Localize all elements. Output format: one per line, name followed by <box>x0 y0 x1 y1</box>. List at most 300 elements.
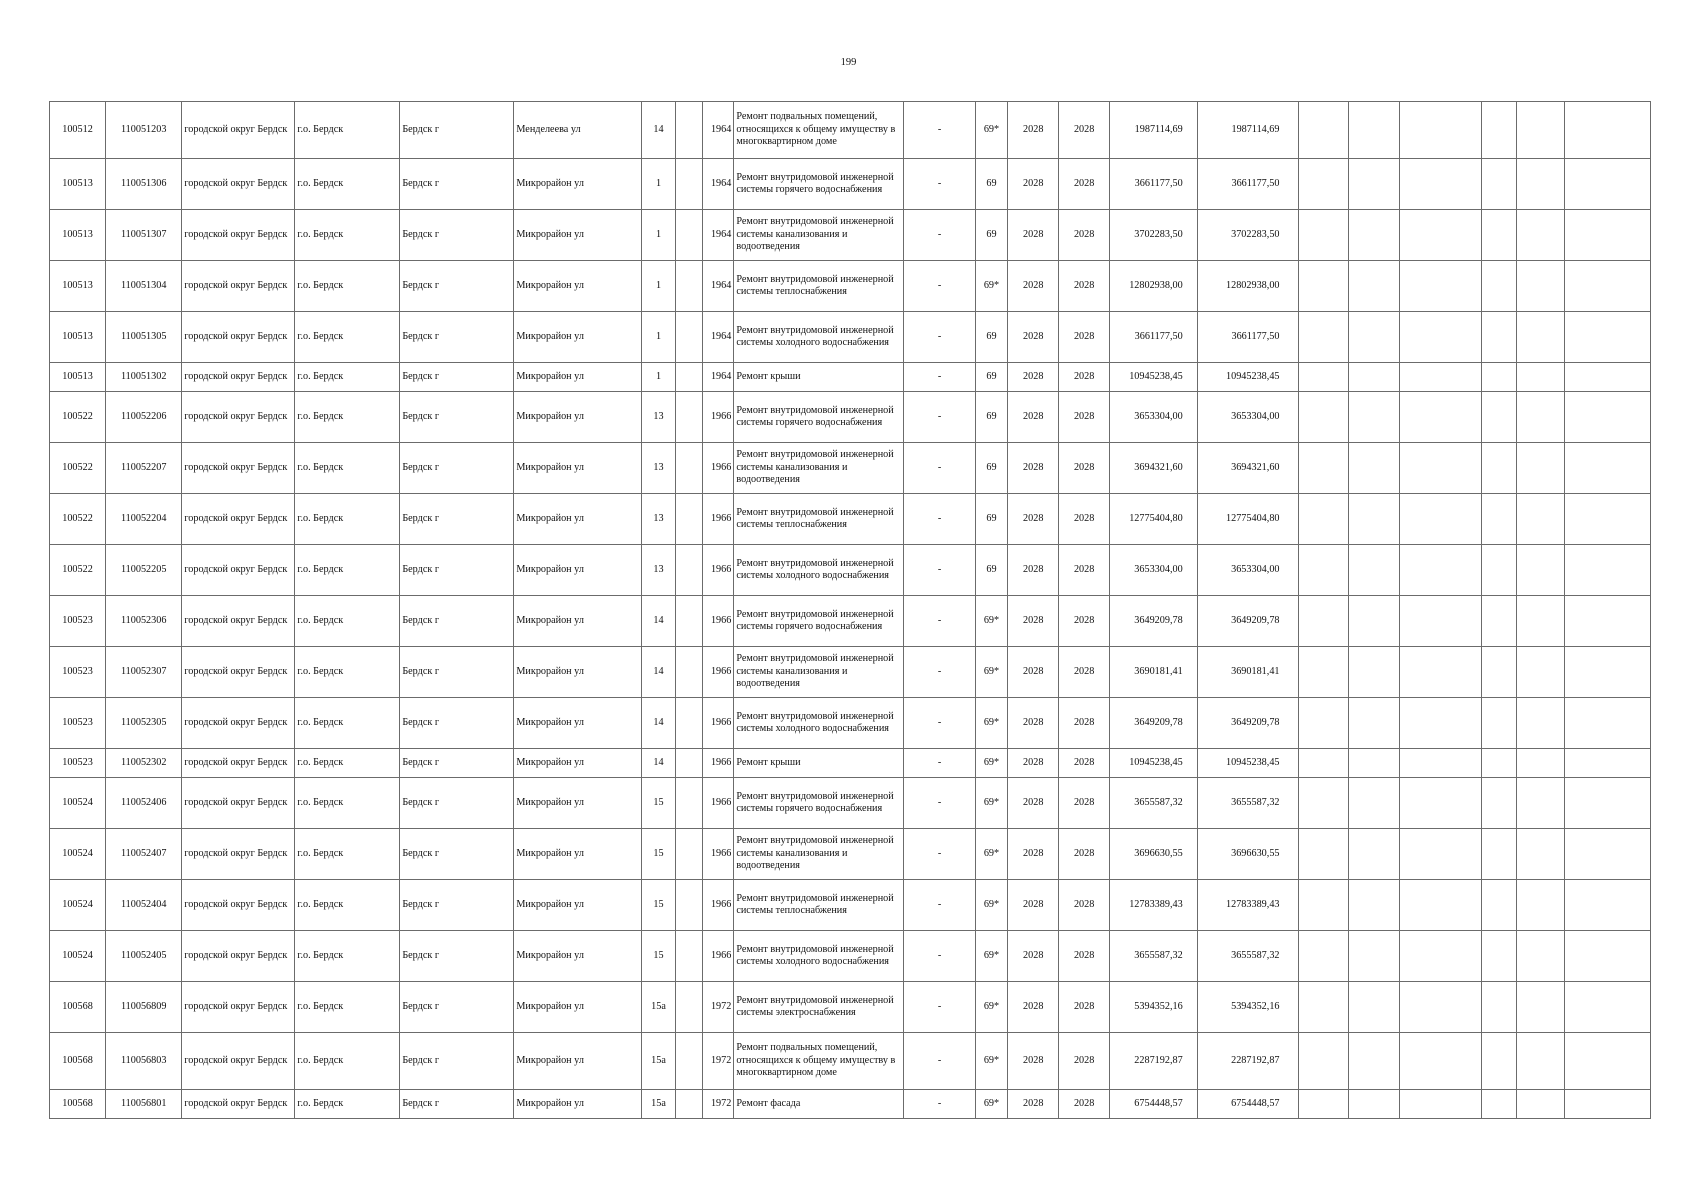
cell-cost: 3690181,41 <box>1110 647 1198 698</box>
cell-work: Ремонт внутридомовой инженерной системы канализования и водоотведения <box>734 647 904 698</box>
cell-plan-from: 2028 <box>1008 749 1059 778</box>
cell-empty <box>1400 1090 1481 1119</box>
cell-empty <box>1565 647 1651 698</box>
cell-total: 10945238,45 <box>1197 749 1298 778</box>
cell-status: 69 <box>975 545 1008 596</box>
cell-total: 3694321,60 <box>1197 443 1298 494</box>
table-row <box>50 443 1651 494</box>
cell-work: Ремонт внутридомовой инженерной системы горячего водоснабжения <box>734 778 904 829</box>
cell-empty <box>1517 210 1565 261</box>
cell-corpus <box>676 312 702 363</box>
cell-plan-from: 2028 <box>1008 698 1059 749</box>
cell-empty <box>1349 312 1400 363</box>
cell-city: Бердск г <box>400 596 514 647</box>
cell-empty <box>1298 1033 1349 1090</box>
cell-corpus <box>676 880 702 931</box>
cell-empty <box>1400 749 1481 778</box>
cell-city: Бердск г <box>400 698 514 749</box>
cell-street: Микрорайон ул <box>514 778 641 829</box>
cell-plan-from: 2028 <box>1008 647 1059 698</box>
cell-empty <box>1481 494 1517 545</box>
cell-empty <box>1349 210 1400 261</box>
cell-district: г.о. Бердск <box>295 261 400 312</box>
cell-house: 13 <box>641 494 676 545</box>
cell-mo: городской округ Бердск <box>182 880 295 931</box>
cell-plan-to: 2028 <box>1059 312 1110 363</box>
cell-total: 3655587,32 <box>1197 778 1298 829</box>
cell-city: Бердск г <box>400 494 514 545</box>
cell-id: 100524 <box>50 829 106 880</box>
cell-status: 69* <box>975 1033 1008 1090</box>
cell-plan-from: 2028 <box>1008 392 1059 443</box>
cell-status: 69 <box>975 392 1008 443</box>
cell-house: 15 <box>641 880 676 931</box>
cell-empty <box>1565 443 1651 494</box>
cell-corpus <box>676 1090 702 1119</box>
cell-empty <box>1481 778 1517 829</box>
table-row <box>50 312 1651 363</box>
cell-total: 3661177,50 <box>1197 159 1298 210</box>
cell-city: Бердск г <box>400 159 514 210</box>
cell-house: 13 <box>641 545 676 596</box>
table-row <box>50 494 1651 545</box>
table-row <box>50 363 1651 392</box>
cell-code: 110052305 <box>106 698 182 749</box>
cell-empty <box>1298 494 1349 545</box>
cell-empty <box>1565 312 1651 363</box>
cell-district: г.о. Бердск <box>295 443 400 494</box>
cell-plan-from: 2028 <box>1008 829 1059 880</box>
cell-empty <box>1400 102 1481 159</box>
cell-mo: городской округ Бердск <box>182 647 295 698</box>
cell-house: 14 <box>641 647 676 698</box>
cell-total: 6754448,57 <box>1197 1090 1298 1119</box>
cell-empty <box>1349 1033 1400 1090</box>
cell-dash: - <box>904 443 975 494</box>
cell-corpus <box>676 261 702 312</box>
cell-status: 69* <box>975 749 1008 778</box>
cell-id: 100522 <box>50 443 106 494</box>
cell-total: 3653304,00 <box>1197 392 1298 443</box>
cell-empty <box>1481 102 1517 159</box>
cell-dash: - <box>904 778 975 829</box>
cell-empty <box>1349 829 1400 880</box>
cell-plan-to: 2028 <box>1059 829 1110 880</box>
cell-status: 69 <box>975 363 1008 392</box>
cell-empty <box>1517 261 1565 312</box>
cell-empty <box>1565 392 1651 443</box>
cell-house: 1 <box>641 363 676 392</box>
cell-plan-to: 2028 <box>1059 363 1110 392</box>
cell-empty <box>1517 312 1565 363</box>
cell-mo: городской округ Бердск <box>182 698 295 749</box>
cell-empty <box>1400 363 1481 392</box>
cell-empty <box>1565 261 1651 312</box>
cell-district: г.о. Бердск <box>295 647 400 698</box>
cell-year: 1964 <box>702 210 734 261</box>
cell-city: Бердск г <box>400 545 514 596</box>
cell-code: 110052205 <box>106 545 182 596</box>
cell-empty <box>1349 698 1400 749</box>
cell-empty <box>1400 159 1481 210</box>
cell-empty <box>1517 159 1565 210</box>
cell-city: Бердск г <box>400 1090 514 1119</box>
cell-id: 100513 <box>50 363 106 392</box>
cell-empty <box>1349 494 1400 545</box>
cell-mo: городской округ Бердск <box>182 1033 295 1090</box>
cell-corpus <box>676 931 702 982</box>
cell-corpus <box>676 647 702 698</box>
cell-year: 1964 <box>702 102 734 159</box>
cell-district: г.о. Бердск <box>295 363 400 392</box>
cell-work: Ремонт внутридомовой инженерной системы канализования и водоотведения <box>734 210 904 261</box>
table-row <box>50 392 1651 443</box>
cell-house: 15а <box>641 982 676 1033</box>
cell-empty <box>1481 647 1517 698</box>
cell-empty <box>1517 1033 1565 1090</box>
cell-dash: - <box>904 931 975 982</box>
cell-corpus <box>676 494 702 545</box>
cell-house: 14 <box>641 749 676 778</box>
cell-city: Бердск г <box>400 261 514 312</box>
cell-status: 69* <box>975 880 1008 931</box>
cell-district: г.о. Бердск <box>295 1033 400 1090</box>
cell-dash: - <box>904 102 975 159</box>
cell-plan-from: 2028 <box>1008 261 1059 312</box>
cell-house: 14 <box>641 102 676 159</box>
cell-id: 100524 <box>50 880 106 931</box>
cell-year: 1966 <box>702 829 734 880</box>
cell-empty <box>1349 931 1400 982</box>
cell-plan-from: 2028 <box>1008 443 1059 494</box>
cell-street: Микрорайон ул <box>514 880 641 931</box>
cell-street: Микрорайон ул <box>514 261 641 312</box>
cell-empty <box>1517 494 1565 545</box>
cell-code: 110052306 <box>106 596 182 647</box>
cell-corpus <box>676 829 702 880</box>
table-row <box>50 778 1651 829</box>
capital-repair-table <box>49 101 1651 1119</box>
cell-house: 15а <box>641 1090 676 1119</box>
cell-total: 3696630,55 <box>1197 829 1298 880</box>
cell-mo: городской округ Бердск <box>182 261 295 312</box>
cell-status: 69* <box>975 596 1008 647</box>
cell-dash: - <box>904 159 975 210</box>
cell-empty <box>1481 443 1517 494</box>
cell-empty <box>1298 778 1349 829</box>
cell-empty <box>1298 102 1349 159</box>
table-row <box>50 880 1651 931</box>
cell-cost: 10945238,45 <box>1110 749 1198 778</box>
cell-year: 1966 <box>702 443 734 494</box>
cell-mo: городской округ Бердск <box>182 545 295 596</box>
cell-city: Бердск г <box>400 931 514 982</box>
cell-id: 100524 <box>50 931 106 982</box>
cell-plan-to: 2028 <box>1059 545 1110 596</box>
cell-year: 1972 <box>702 1090 734 1119</box>
cell-street: Микрорайон ул <box>514 1090 641 1119</box>
cell-work: Ремонт внутридомовой инженерной системы горячего водоснабжения <box>734 392 904 443</box>
cell-plan-from: 2028 <box>1008 931 1059 982</box>
cell-empty <box>1298 392 1349 443</box>
cell-work: Ремонт подвальных помещений, относящихся к общему имуществу в многоквартирном доме <box>734 1033 904 1090</box>
cell-empty <box>1565 982 1651 1033</box>
cell-code: 110052404 <box>106 880 182 931</box>
cell-empty <box>1565 931 1651 982</box>
cell-empty <box>1400 1033 1481 1090</box>
cell-dash: - <box>904 829 975 880</box>
cell-mo: городской округ Бердск <box>182 931 295 982</box>
cell-mo: городской округ Бердск <box>182 1090 295 1119</box>
cell-mo: городской округ Бердск <box>182 159 295 210</box>
cell-mo: городской округ Бердск <box>182 982 295 1033</box>
cell-work: Ремонт внутридомовой инженерной системы холодного водоснабжения <box>734 698 904 749</box>
cell-work: Ремонт внутридомовой инженерной системы холодного водоснабжения <box>734 931 904 982</box>
cell-code: 110052204 <box>106 494 182 545</box>
cell-code: 110056809 <box>106 982 182 1033</box>
cell-empty <box>1565 363 1651 392</box>
cell-street: Микрорайон ул <box>514 749 641 778</box>
cell-cost: 3653304,00 <box>1110 545 1198 596</box>
cell-status: 69 <box>975 443 1008 494</box>
cell-work: Ремонт подвальных помещений, относящихся к общему имуществу в многоквартирном доме <box>734 102 904 159</box>
cell-house: 14 <box>641 596 676 647</box>
cell-city: Бердск г <box>400 1033 514 1090</box>
cell-work: Ремонт фасада <box>734 1090 904 1119</box>
cell-house: 15 <box>641 778 676 829</box>
cell-empty <box>1400 443 1481 494</box>
cell-empty <box>1517 102 1565 159</box>
cell-empty <box>1298 880 1349 931</box>
cell-total: 3653304,00 <box>1197 545 1298 596</box>
cell-city: Бердск г <box>400 363 514 392</box>
cell-id: 100568 <box>50 1090 106 1119</box>
cell-plan-from: 2028 <box>1008 363 1059 392</box>
cell-dash: - <box>904 494 975 545</box>
cell-total: 3690181,41 <box>1197 647 1298 698</box>
cell-district: г.о. Бердск <box>295 494 400 545</box>
cell-code: 110051203 <box>106 102 182 159</box>
cell-house: 13 <box>641 443 676 494</box>
cell-dash: - <box>904 749 975 778</box>
cell-status: 69* <box>975 698 1008 749</box>
cell-code: 110052206 <box>106 392 182 443</box>
cell-empty <box>1349 880 1400 931</box>
table-row <box>50 1033 1651 1090</box>
cell-empty <box>1565 545 1651 596</box>
cell-mo: городской округ Бердск <box>182 494 295 545</box>
cell-empty <box>1565 880 1651 931</box>
cell-work: Ремонт внутридомовой инженерной системы горячего водоснабжения <box>734 596 904 647</box>
cell-empty <box>1517 647 1565 698</box>
cell-work: Ремонт внутридомовой инженерной системы канализования и водоотведения <box>734 443 904 494</box>
cell-empty <box>1400 261 1481 312</box>
cell-code: 110052207 <box>106 443 182 494</box>
cell-year: 1966 <box>702 647 734 698</box>
cell-total: 2287192,87 <box>1197 1033 1298 1090</box>
cell-dash: - <box>904 545 975 596</box>
cell-status: 69 <box>975 312 1008 363</box>
cell-id: 100512 <box>50 102 106 159</box>
cell-street: Микрорайон ул <box>514 443 641 494</box>
cell-status: 69 <box>975 494 1008 545</box>
cell-plan-to: 2028 <box>1059 102 1110 159</box>
cell-empty <box>1298 261 1349 312</box>
cell-mo: городской округ Бердск <box>182 829 295 880</box>
cell-total: 1987114,69 <box>1197 102 1298 159</box>
cell-empty <box>1400 829 1481 880</box>
table-row <box>50 102 1651 159</box>
cell-plan-from: 2028 <box>1008 159 1059 210</box>
cell-empty <box>1481 159 1517 210</box>
cell-work: Ремонт внутридомовой инженерной системы холодного водоснабжения <box>734 312 904 363</box>
cell-plan-to: 2028 <box>1059 778 1110 829</box>
cell-dash: - <box>904 1033 975 1090</box>
cell-empty <box>1298 210 1349 261</box>
cell-house: 13 <box>641 392 676 443</box>
cell-cost: 3649209,78 <box>1110 698 1198 749</box>
cell-house: 15 <box>641 829 676 880</box>
cell-cost: 3694321,60 <box>1110 443 1198 494</box>
cell-empty <box>1565 778 1651 829</box>
cell-empty <box>1517 1090 1565 1119</box>
cell-total: 12802938,00 <box>1197 261 1298 312</box>
cell-city: Бердск г <box>400 210 514 261</box>
cell-district: г.о. Бердск <box>295 545 400 596</box>
cell-cost: 12802938,00 <box>1110 261 1198 312</box>
cell-total: 3661177,50 <box>1197 312 1298 363</box>
cell-street: Микрорайон ул <box>514 829 641 880</box>
cell-work: Ремонт внутридомовой инженерной системы теплоснабжения <box>734 494 904 545</box>
cell-plan-from: 2028 <box>1008 596 1059 647</box>
cell-dash: - <box>904 261 975 312</box>
cell-district: г.о. Бердск <box>295 778 400 829</box>
table-row <box>50 596 1651 647</box>
cell-plan-to: 2028 <box>1059 931 1110 982</box>
cell-code: 110052405 <box>106 931 182 982</box>
cell-year: 1966 <box>702 596 734 647</box>
cell-city: Бердск г <box>400 829 514 880</box>
cell-cost: 12783389,43 <box>1110 880 1198 931</box>
cell-empty <box>1349 982 1400 1033</box>
cell-street: Микрорайон ул <box>514 596 641 647</box>
cell-plan-to: 2028 <box>1059 443 1110 494</box>
cell-year: 1966 <box>702 545 734 596</box>
cell-code: 110051306 <box>106 159 182 210</box>
cell-house: 15 <box>641 931 676 982</box>
cell-empty <box>1517 698 1565 749</box>
cell-total: 3649209,78 <box>1197 698 1298 749</box>
cell-status: 69* <box>975 261 1008 312</box>
cell-empty <box>1481 312 1517 363</box>
cell-empty <box>1565 749 1651 778</box>
cell-empty <box>1517 443 1565 494</box>
table-row <box>50 982 1651 1033</box>
cell-id: 100568 <box>50 982 106 1033</box>
cell-dash: - <box>904 698 975 749</box>
cell-empty <box>1298 749 1349 778</box>
cell-id: 100513 <box>50 261 106 312</box>
cell-cost: 1987114,69 <box>1110 102 1198 159</box>
table-row <box>50 210 1651 261</box>
table-row <box>50 159 1651 210</box>
cell-district: г.о. Бердск <box>295 102 400 159</box>
cell-year: 1966 <box>702 880 734 931</box>
cell-mo: городской округ Бердск <box>182 312 295 363</box>
cell-plan-to: 2028 <box>1059 159 1110 210</box>
cell-id: 100523 <box>50 647 106 698</box>
cell-district: г.о. Бердск <box>295 1090 400 1119</box>
cell-corpus <box>676 392 702 443</box>
cell-total: 3649209,78 <box>1197 596 1298 647</box>
cell-total: 12783389,43 <box>1197 880 1298 931</box>
table-row <box>50 749 1651 778</box>
cell-id: 100568 <box>50 1033 106 1090</box>
cell-plan-from: 2028 <box>1008 210 1059 261</box>
cell-house: 1 <box>641 312 676 363</box>
cell-code: 110052406 <box>106 778 182 829</box>
cell-empty <box>1298 698 1349 749</box>
cell-code: 110052302 <box>106 749 182 778</box>
cell-empty <box>1298 829 1349 880</box>
cell-plan-from: 2028 <box>1008 982 1059 1033</box>
cell-corpus <box>676 982 702 1033</box>
cell-district: г.о. Бердск <box>295 596 400 647</box>
cell-empty <box>1481 1033 1517 1090</box>
cell-street: Микрорайон ул <box>514 363 641 392</box>
cell-empty <box>1481 931 1517 982</box>
cell-city: Бердск г <box>400 880 514 931</box>
cell-empty <box>1349 778 1400 829</box>
cell-corpus <box>676 159 702 210</box>
cell-empty <box>1517 363 1565 392</box>
cell-work: Ремонт крыши <box>734 749 904 778</box>
cell-corpus <box>676 443 702 494</box>
cell-code: 110051305 <box>106 312 182 363</box>
cell-street: Микрорайон ул <box>514 159 641 210</box>
cell-street: Микрорайон ул <box>514 312 641 363</box>
cell-house: 1 <box>641 261 676 312</box>
cell-empty <box>1400 647 1481 698</box>
cell-empty <box>1517 392 1565 443</box>
cell-district: г.о. Бердск <box>295 210 400 261</box>
cell-empty <box>1298 159 1349 210</box>
cell-house: 1 <box>641 210 676 261</box>
cell-code: 110051307 <box>106 210 182 261</box>
cell-dash: - <box>904 363 975 392</box>
cell-empty <box>1481 829 1517 880</box>
cell-empty <box>1481 698 1517 749</box>
cell-empty <box>1517 931 1565 982</box>
cell-year: 1972 <box>702 1033 734 1090</box>
cell-street: Микрорайон ул <box>514 982 641 1033</box>
table-row <box>50 545 1651 596</box>
cell-plan-from: 2028 <box>1008 1090 1059 1119</box>
cell-year: 1964 <box>702 312 734 363</box>
cell-year: 1964 <box>702 363 734 392</box>
cell-year: 1966 <box>702 749 734 778</box>
cell-district: г.о. Бердск <box>295 829 400 880</box>
cell-plan-from: 2028 <box>1008 1033 1059 1090</box>
cell-cost: 10945238,45 <box>1110 363 1198 392</box>
cell-plan-to: 2028 <box>1059 494 1110 545</box>
cell-status: 69* <box>975 647 1008 698</box>
cell-street: Микрорайон ул <box>514 545 641 596</box>
cell-empty <box>1565 494 1651 545</box>
cell-status: 69 <box>975 210 1008 261</box>
cell-plan-to: 2028 <box>1059 210 1110 261</box>
cell-empty <box>1349 102 1400 159</box>
